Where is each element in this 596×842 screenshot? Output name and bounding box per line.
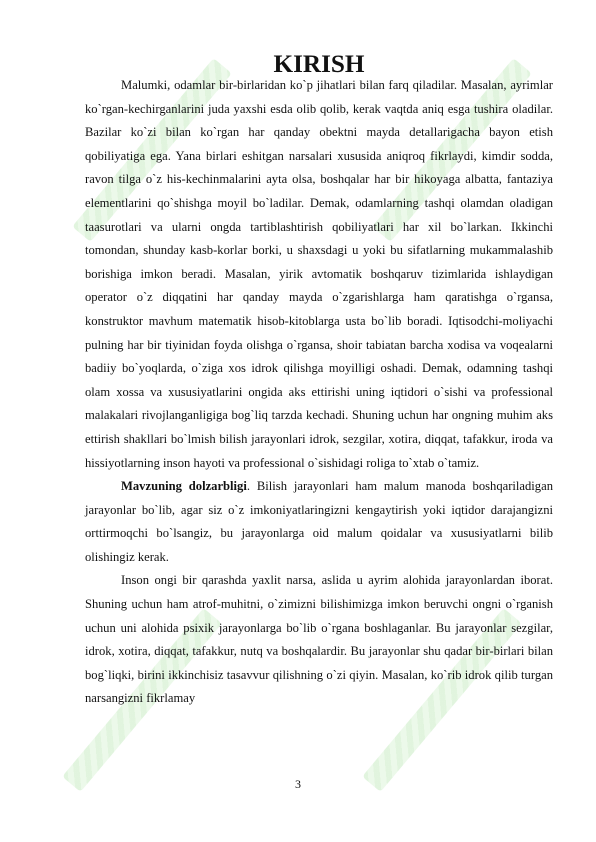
page-number: 3 (295, 777, 301, 791)
paragraph-relevance (85, 475, 553, 569)
section-title: KIRISH (273, 51, 365, 78)
paragraph-consciousness: Inson ongi bir qarashda yaxlit narsa, aslida u ayrim alohida jarayonlardan iborat. Shuning uchun ham atrof-muhitni, o`zimizni bilishimizga imkon beruvchi ongni o`rganish uchun uni alohida psixik jarayonlarga bo`lib o`rgana boshlaganlar. Bu jarayonlar sezgilar, idrok, xotira, diqqat, tafakkur, nutq va boshqalardir. Bu jarayonlar shu qadar bir-birlari bilan bog`liqki, birini ikkinchisiz tasavvur qilishning o`zi qiyin. Masalan, ko`rib idrok qilib turgan narsangizni fikrlamay (85, 573, 553, 706)
paragraph-intro: Malumki, odamlar bir-birlaridan ko`p jihatlari bilan farq qiladilar. Masalan, ayrimlar ko`rgan-kechirganlarini juda yaxshi esda olib qolib, kerak vaqtda aniq esga tushira oladilar. Bazilar ko`zi bilan ko`rgan har qanday obektni mayda detallarigacha bayon etish qobiliyatiga ega. Yana birlari eshitgan narsalari xususida aniqroq fikrlaydi, kimdir sodda, ravon tilga o`z his-kechinmalarini ayta olsa, boshqalar har bir hikoyaga albatta, fantaziya elementlarini qo`shishga moyil bo`ladilar. Demak, odamlarning tashqi olamdan oladigan taasurotlari va ularni ongda tartiblashtirish qobiliyatlari har xil bo`larkan. Ikkinchi tomondan, shunday kasb-korlar borki, u shaxsdagi u yoki bu sifatlarning mukammalashib borishiga imkon beradi. Masalan, yirik avtomatik boshqaruv tizimlarida ishlaydigan operator o`z diqqatini har qanday mayda o`zgarishlarga ham qaratishga o`rgansa, konstruktor mavhum matematik hisob-kitoblarga usta bo`lib boradi. Iqtisodchi-moliyachi pulning har bir tiyinidan foyda olishga o`rgansa, shoir tabiatan barcha xodisa va voqealarni badiiy bo`yoqlarda, o`ziga xos idrok qilishga moyilligi oshadi. Demak, odamning tashqi olam xossa va xususiyatlarini ongida aks ettirishi uning iqtidori o`sishi va professional malakalari rivojlanganligiga bog`liq tarzda kechadi. Shuning uchun har ongning muhim aks ettirish shakllari bo`lmish bilish jarayonlari idrok, sezgilar, xotira, diqqat, tafakkur, iroda va hissiyotlarning inson hayoti va professional o`sishidagi roliga to`xtab o`tamiz. (85, 78, 553, 470)
relevance-heading: Mavzuning dolzarbligi (121, 479, 247, 494)
relevance-text: . Bilish jarayonlari ham malum manoda boshqariladigan jarayonlar bo`lib, agar siz o`z imkoniyatlaringizni kengaytirish yoki iqtidor darajangizni orttirmoqchi bo`lsangiz, bu jarayonlarga oid malum qoidalar va xususiyatlarni bilib olishingiz kerak. (85, 479, 553, 564)
document-body (85, 51, 553, 711)
